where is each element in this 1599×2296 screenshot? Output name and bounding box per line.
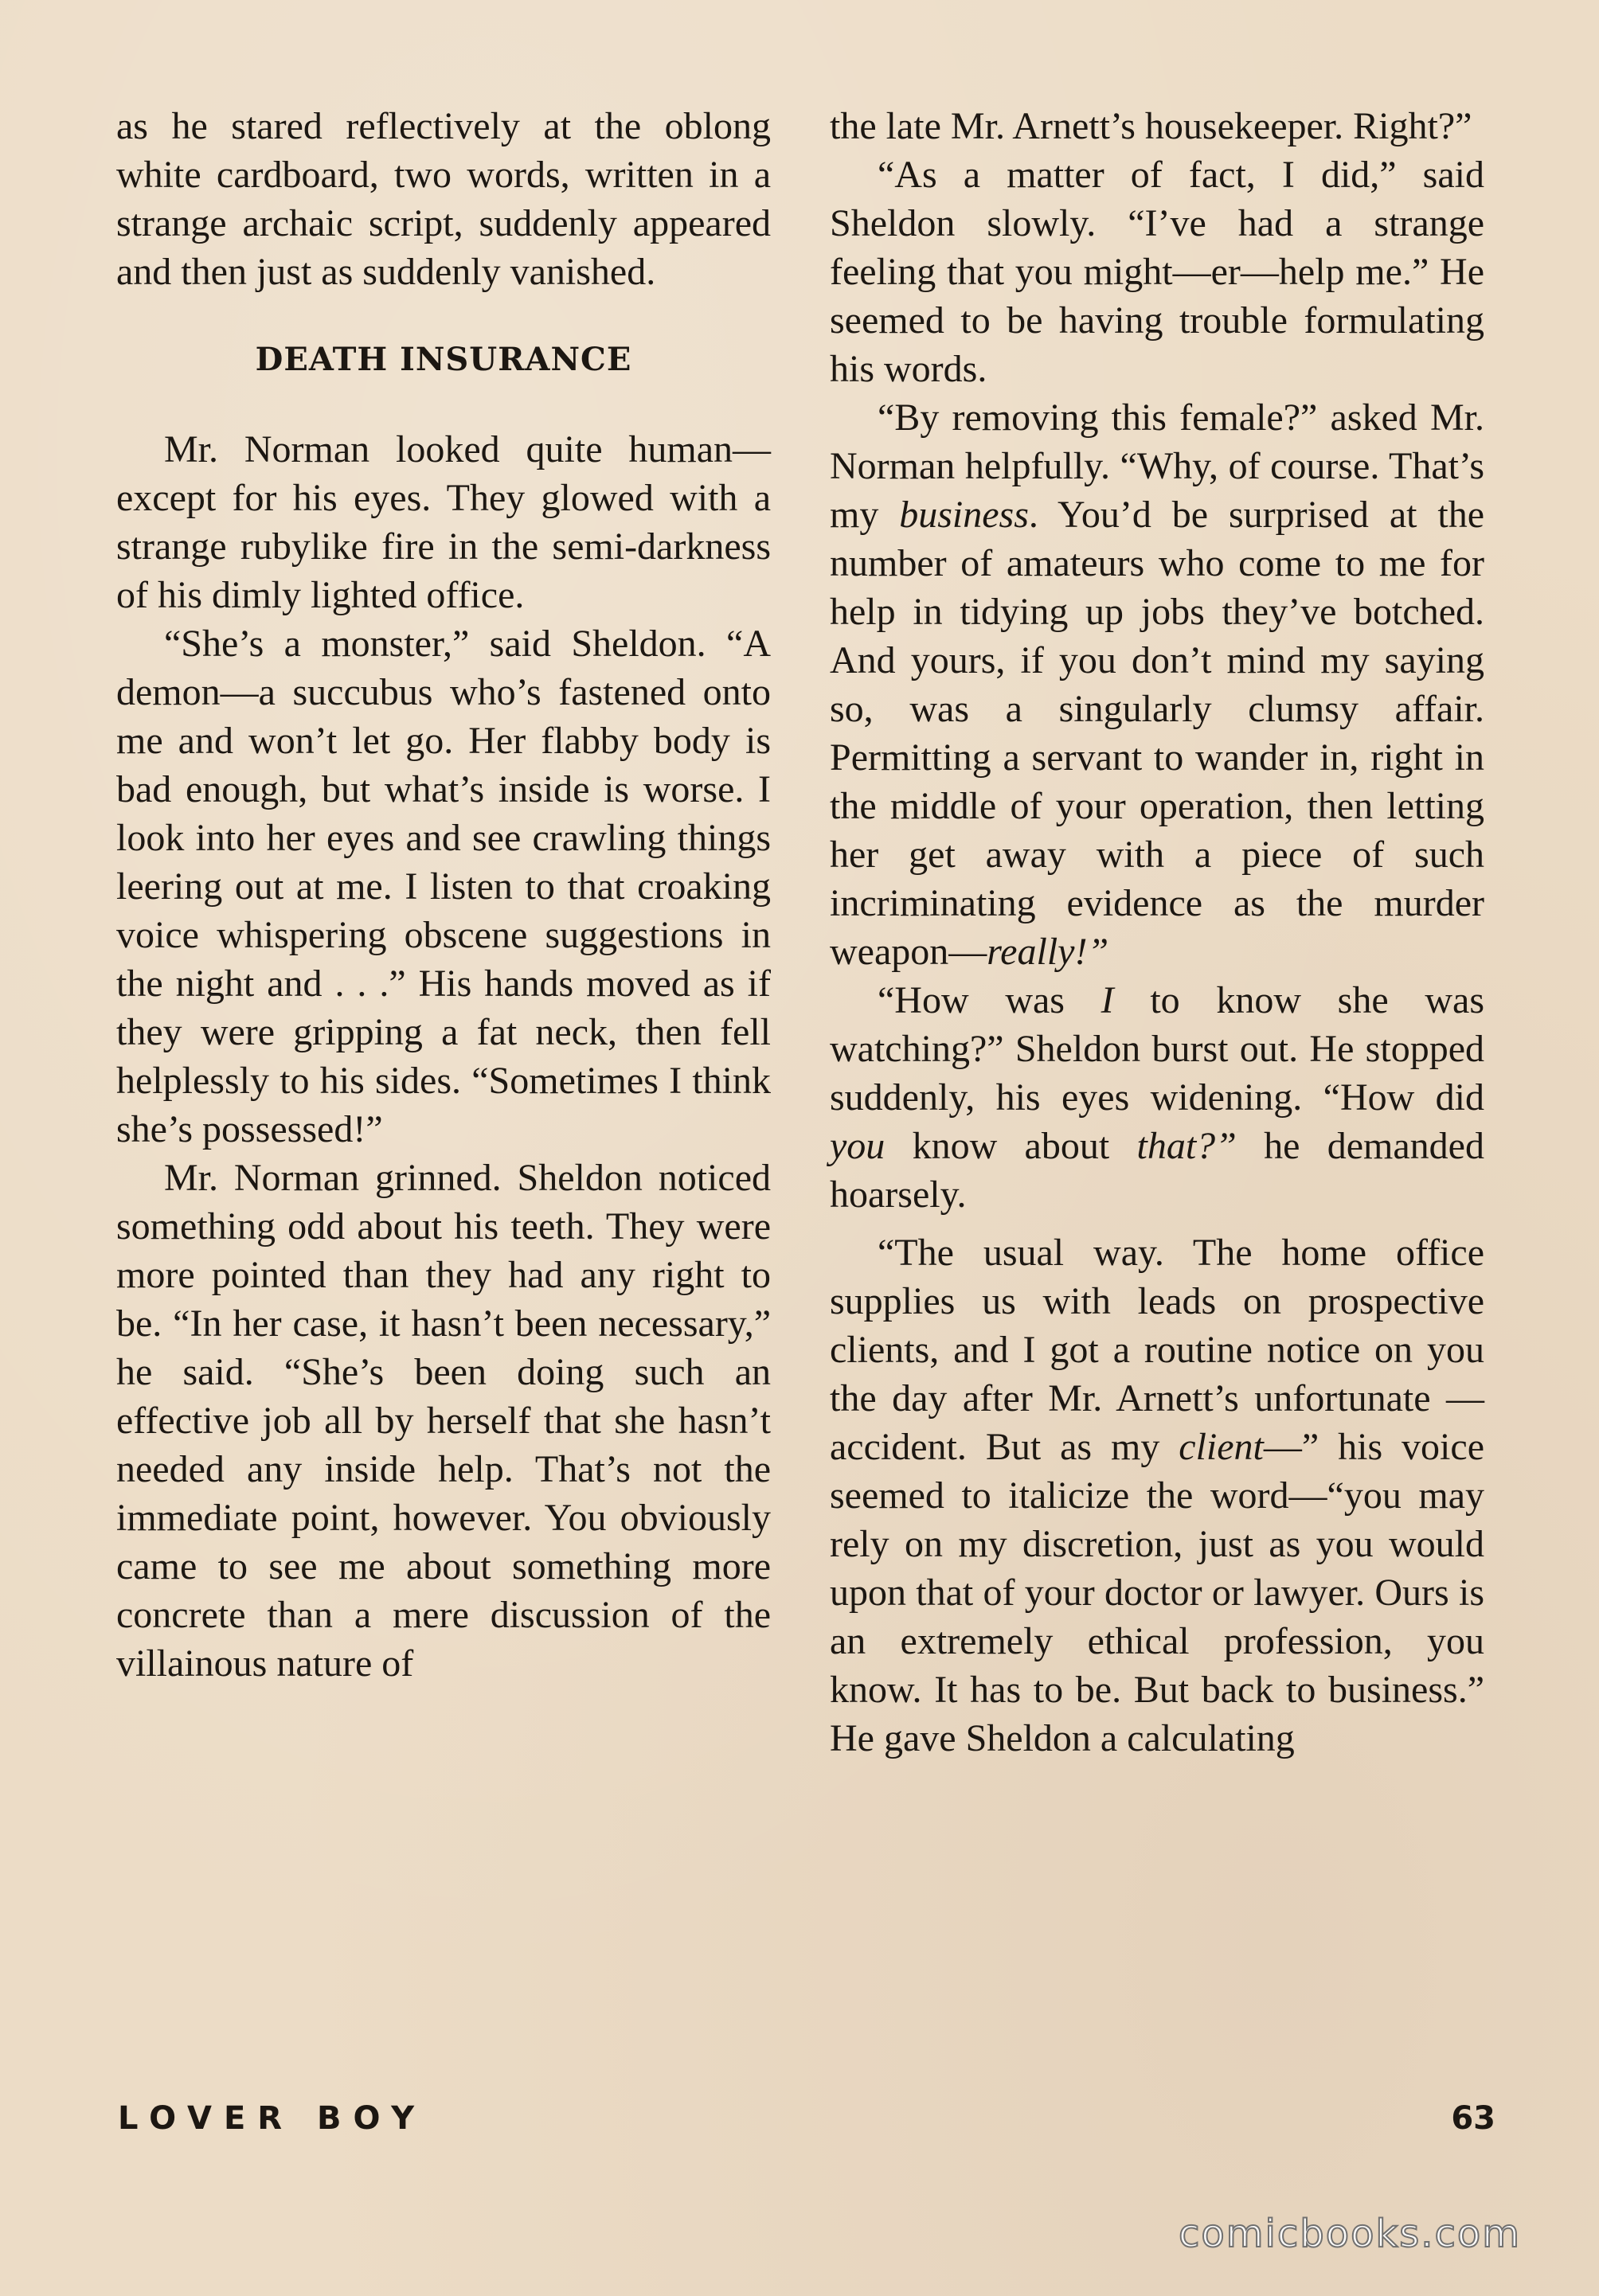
paragraph: Mr. Norman looked quite human—except for his eyes. They glowed with a strange rubylike fire in the semi-darkness of his dimly lighted office. xyxy=(116,428,771,616)
paragraph: “She’s a monster,” said Sheldon. “A demon—a succubus who’s fastened onto me and won’t let go. Her flabby body is bad enough, but what’s inside is worse. I look into her eyes and see crawling things leering out at me. I listen to that croaking voice whispering obscene suggestions in the night and . . .” His hands moved as if they were gripping a fat neck, then fell helplessly to his sides. “Sometimes I think she’s possessed!” xyxy=(116,623,771,1150)
left-column xyxy=(116,102,771,1688)
italic-text: I xyxy=(1101,979,1114,1021)
paragraph: Mr. Norman grinned. Sheldon noticed something odd about his teeth. They were more pointed than they had any right to be. “In her case, it hasn’t been necessary,” he said. “She’s been doing such an effective job all by herself that she hasn’t needed any inside help. That’s not the immediate point, however. You obviously came to see me about something more concrete than a mere discussion of the villainous nature of xyxy=(116,1157,771,1685)
paragraph-text: to know she was watching?” Sheldon burst out. He stopped suddenly, his eyes widening. “How did xyxy=(830,979,1485,1119)
italic-text: client xyxy=(1179,1426,1264,1468)
page-number: 63 xyxy=(1451,2100,1495,2137)
italic-text: that?” xyxy=(1136,1125,1237,1167)
paragraph: “As a matter of fact, I did,” said Sheldon slowly. “I’ve had a strange feeling that you might—er—help me.” He seemed to be having trouble formulating his words. xyxy=(830,154,1484,390)
paragraph xyxy=(830,1228,1484,1763)
running-footer-title: LOVER BOY xyxy=(118,2100,427,2137)
paragraph-text: . You’d be surprised at the number of amateurs who come to me for help in tidying up jobs they’ve botched. And yours, if you don’t mind my saying so, was a singularly clumsy affair. Permitting a servant to wander in, right in the middle of your operation, then letting her get away with a piece of such incriminating evidence as the murder weapon— xyxy=(830,494,1484,973)
paragraph-text: “How was xyxy=(878,979,1101,1021)
paragraph xyxy=(830,393,1484,976)
paragraph: as he stared reflectively at the oblong white cardboard, two words, written in a strange archaic script, suddenly appeared and then just as suddenly vanished. xyxy=(116,105,771,293)
paragraph-text: know about xyxy=(885,1125,1137,1167)
right-column xyxy=(830,102,1484,1763)
section-heading: DEATH INSURANCE xyxy=(255,341,632,378)
italic-text: business xyxy=(899,494,1029,536)
paragraph-text: “The usual way. The home office supplies us with leads on prospective clients, and I got a routine notice on you the day after Mr. Arnett’s unfortunate — accident. But as my xyxy=(830,1232,1484,1468)
paragraph-text: he demanded hoarsely. xyxy=(830,1125,1484,1216)
italic-text: really!” xyxy=(987,931,1109,973)
paragraph-text: “By removing this female?” asked Mr. Norman helpfully. “Why, of course. That’s my xyxy=(830,396,1484,536)
paragraph: the late Mr. Arnett’s housekeeper. Right?” xyxy=(830,105,1472,147)
watermark-logo: comicbooks.com xyxy=(1179,2212,1522,2256)
paragraph xyxy=(830,976,1484,1219)
paragraph-text: —” his voice seemed to italicize the word—“you may rely on my discretion, just as you would upon that of your doctor or lawyer. Ours is an extremely ethical profession, you know. It has to be. But back to business.” He gave Sheldon a calculating xyxy=(830,1426,1485,1759)
italic-text: you xyxy=(830,1125,886,1167)
